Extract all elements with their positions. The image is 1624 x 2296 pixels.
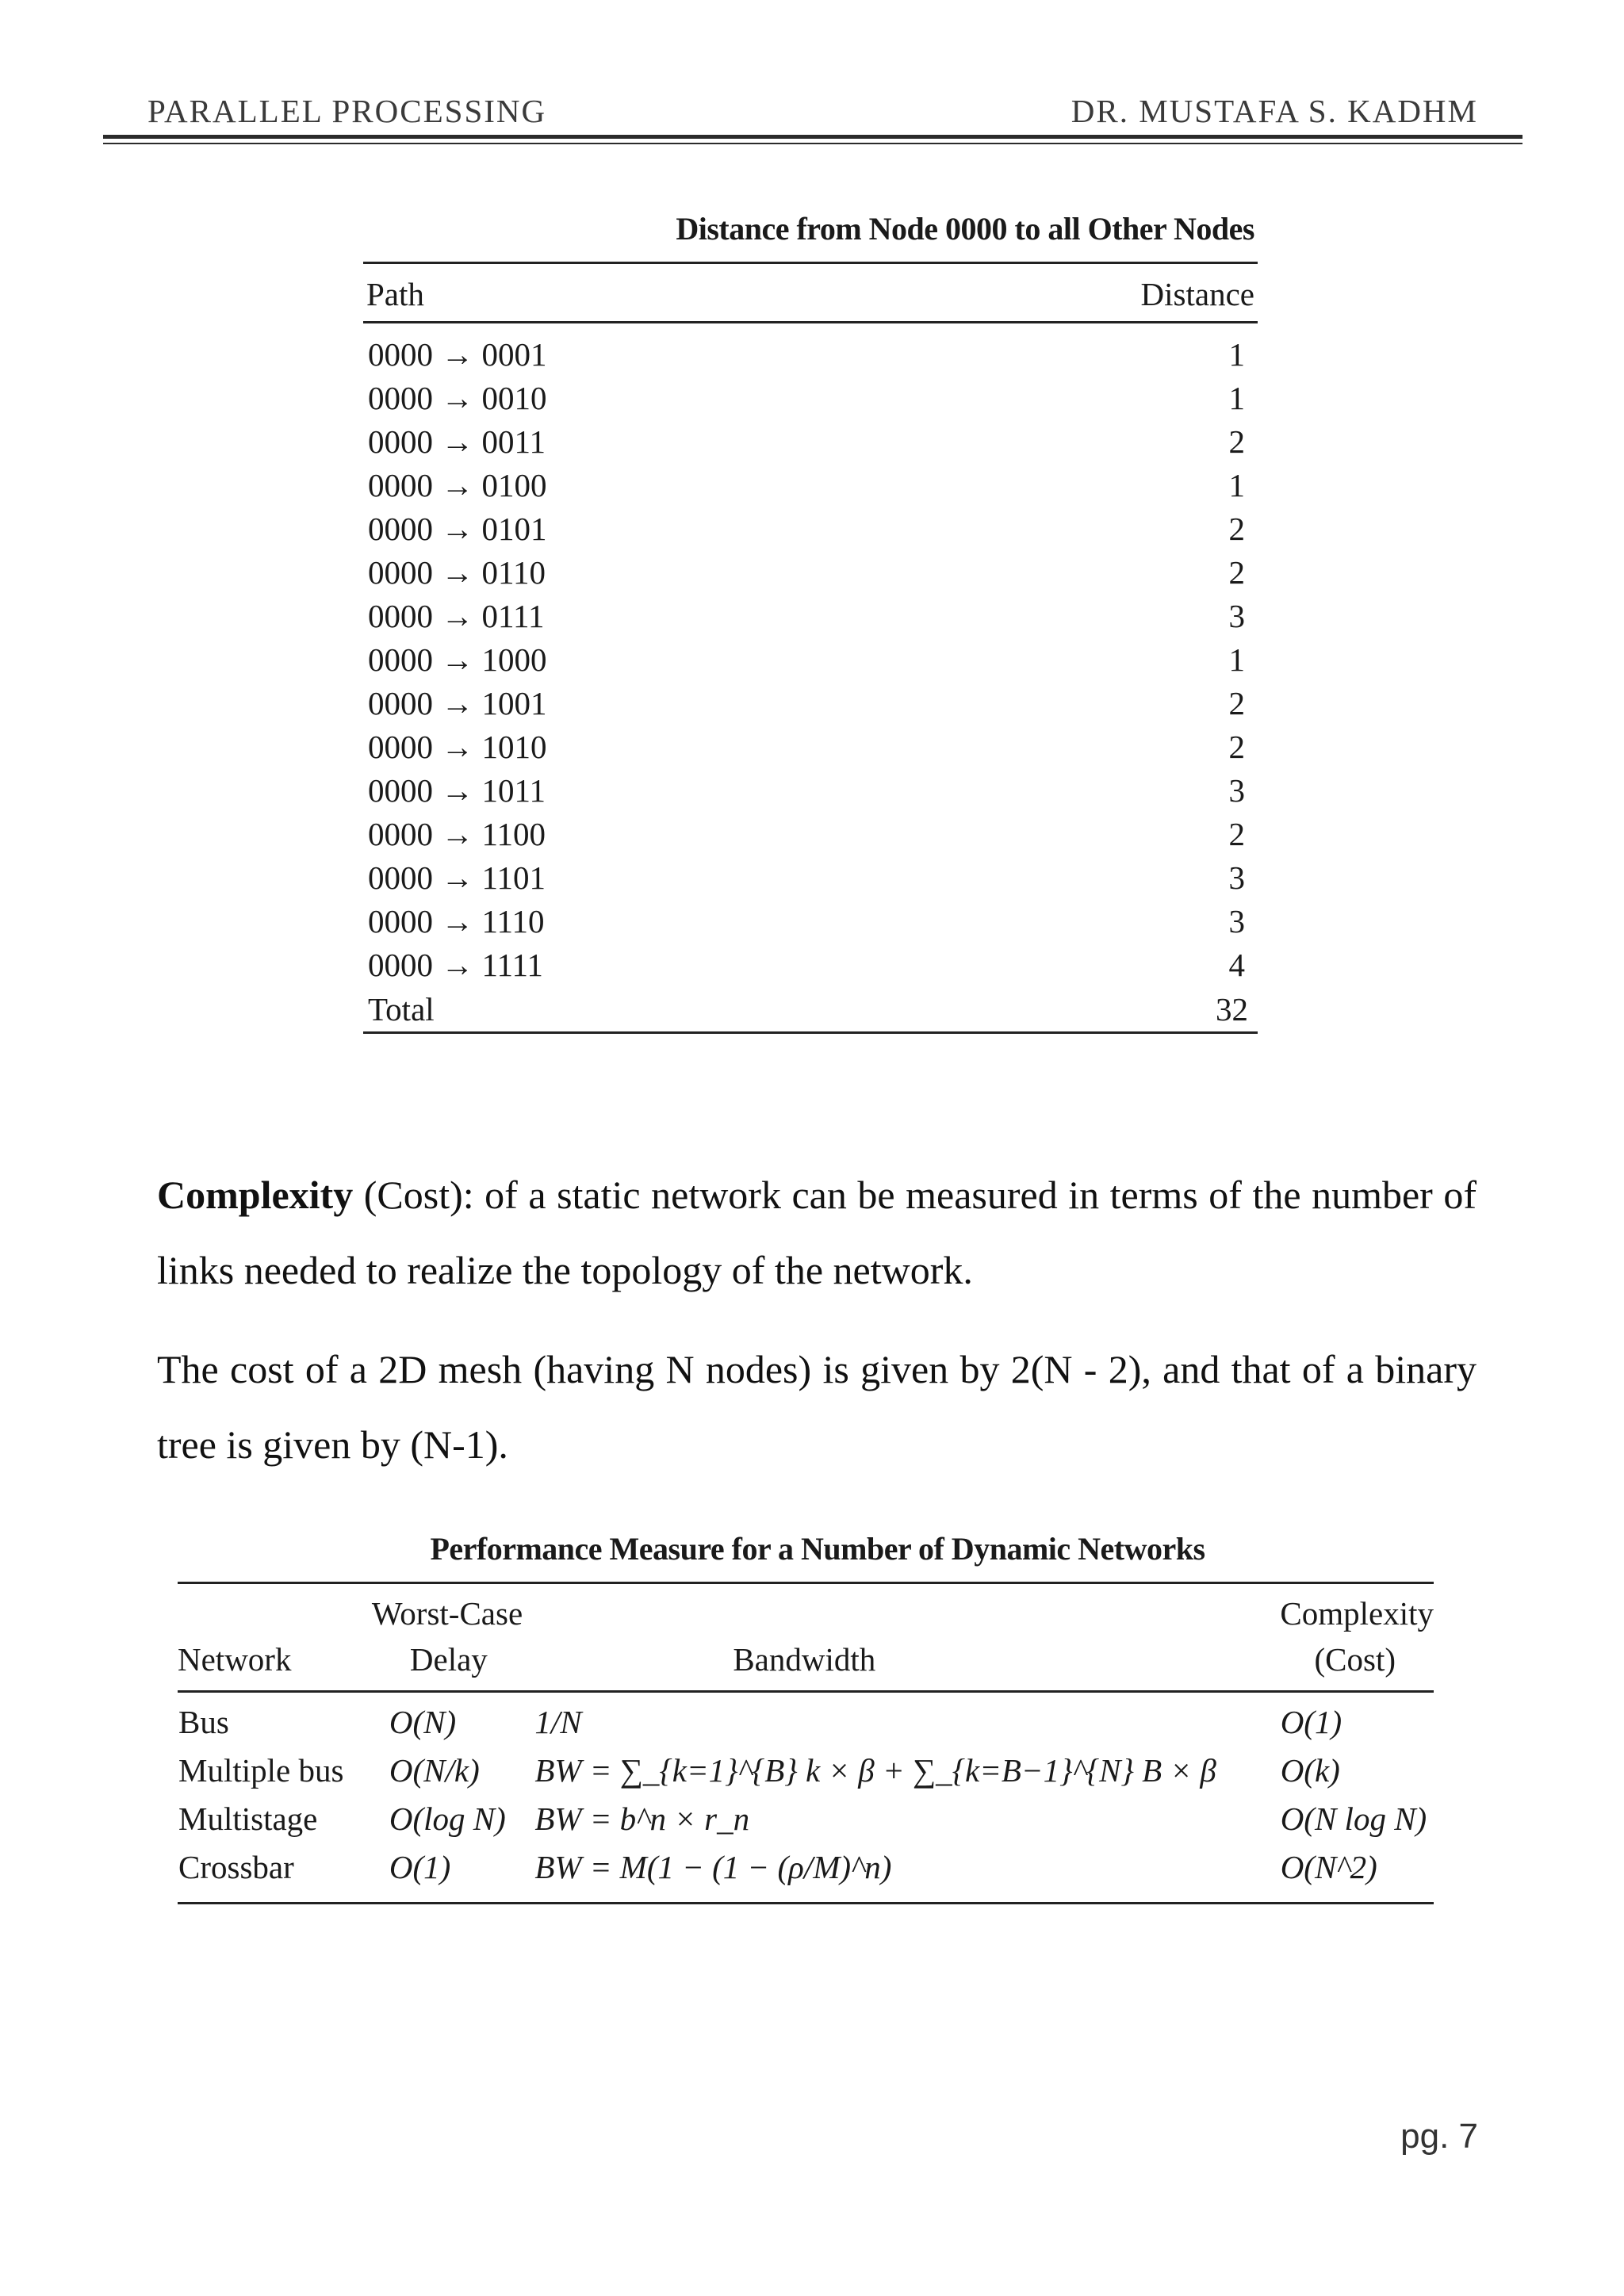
column-header-cost: Complexity (Cost) bbox=[1241, 1583, 1434, 1692]
table-row bbox=[363, 725, 1258, 769]
path-cell: 0000 → 0100 bbox=[368, 467, 547, 503]
path-cell: 0000 → 1000 bbox=[368, 641, 547, 678]
column-header-path: Path bbox=[363, 263, 910, 323]
cost-cell: O(N^2) bbox=[1241, 1843, 1434, 1904]
table-row bbox=[363, 682, 1258, 725]
delay-cell: O(N/k) bbox=[389, 1752, 480, 1789]
header-author: DR. MUSTAFA S. KADHM bbox=[1071, 93, 1478, 129]
table-row bbox=[363, 551, 1258, 595]
cost-cell: O(N log N) bbox=[1280, 1800, 1427, 1837]
distance-cell: 1 bbox=[1228, 380, 1245, 416]
path-cell: 0000 → 1101 bbox=[368, 859, 546, 896]
distance-cell: 1 bbox=[1228, 336, 1245, 373]
distance-cell: 2 bbox=[1228, 423, 1245, 460]
cost-paragraph: The cost of a 2D mesh (having N nodes) is given by 2(N - 2), and that of a binary tree is given by (N-1). bbox=[157, 1347, 1477, 1467]
table-row bbox=[363, 420, 1258, 464]
complexity-term: Complexity bbox=[157, 1173, 354, 1217]
column-header-network: Network bbox=[178, 1583, 364, 1692]
dynamic-networks-grid bbox=[178, 1582, 1434, 1904]
table-row bbox=[363, 900, 1258, 943]
column-header-bandwidth: Bandwidth bbox=[534, 1583, 1240, 1692]
column-header-distance: Distance bbox=[910, 263, 1258, 323]
table-row bbox=[363, 323, 1258, 377]
path-cell: 0000 → 1010 bbox=[368, 729, 547, 765]
network-cell: Multistage bbox=[178, 1800, 318, 1837]
complexity-definition: (Cost): of a static network can be measured in terms of the number of links needed to realize the topology of the network. bbox=[157, 1173, 1477, 1292]
table-row bbox=[363, 856, 1258, 900]
delay-cell: O(N) bbox=[389, 1704, 457, 1740]
cost-cell: O(k) bbox=[1280, 1752, 1340, 1789]
distance-table-body bbox=[363, 323, 1258, 988]
table-row bbox=[363, 813, 1258, 856]
table-row bbox=[363, 638, 1258, 682]
table-row bbox=[178, 1843, 1434, 1904]
dynamic-networks-body bbox=[178, 1692, 1434, 1904]
header-course-title: PARALLEL PROCESSING bbox=[147, 93, 547, 129]
distance-cell: 1 bbox=[1228, 641, 1245, 678]
distance-cell: 2 bbox=[1228, 729, 1245, 765]
distance-cell: 3 bbox=[1228, 772, 1245, 809]
distance-cell: 1 bbox=[1228, 467, 1245, 503]
path-cell: 0000 → 0011 bbox=[368, 423, 546, 460]
cost-cell: O(1) bbox=[1280, 1704, 1342, 1740]
column-header-delay: Worst-Case Delay bbox=[364, 1583, 534, 1692]
path-cell: 0000 → 1100 bbox=[368, 816, 546, 852]
path-cell: 0000 → 0110 bbox=[368, 554, 546, 591]
dynamic-networks-table bbox=[178, 1530, 1434, 1904]
header-divider bbox=[103, 143, 1522, 144]
path-cell: 0000 → 0010 bbox=[368, 380, 547, 416]
table-row bbox=[178, 1747, 1434, 1795]
table-row bbox=[178, 1795, 1434, 1843]
table-row bbox=[363, 769, 1258, 813]
delay-cell: O(log N) bbox=[389, 1800, 506, 1837]
distance-cell: 2 bbox=[1228, 816, 1245, 852]
table-row bbox=[178, 1692, 1434, 1747]
network-cell: Multiple bus bbox=[178, 1752, 344, 1789]
distance-cell: 2 bbox=[1228, 685, 1245, 721]
distance-cell: 2 bbox=[1228, 511, 1245, 547]
path-cell: 0000 → 1011 bbox=[368, 772, 546, 809]
path-cell: 0000 → 1110 bbox=[368, 903, 545, 939]
path-cell: 0000 → 1111 bbox=[368, 947, 543, 983]
page-number: pg. 7 bbox=[1400, 2117, 1478, 2156]
network-cell: Crossbar bbox=[178, 1843, 364, 1904]
table-row bbox=[363, 464, 1258, 507]
bandwidth-cell: BW = ∑_{k=1}^{B} k × β + ∑_{k=B−1}^{N} B × β bbox=[534, 1752, 1216, 1789]
table-row bbox=[363, 377, 1258, 420]
table-row bbox=[363, 943, 1258, 987]
distance-cell: 4 bbox=[1228, 947, 1245, 983]
distance-cell: 3 bbox=[1228, 859, 1245, 896]
distance-table-caption: Distance from Node 0000 to all Other Nodes bbox=[676, 211, 1254, 247]
total-label: Total bbox=[363, 987, 910, 1033]
path-cell: 0000 → 0111 bbox=[368, 598, 545, 634]
total-value: 32 bbox=[910, 987, 1258, 1033]
network-cell: Bus bbox=[178, 1704, 229, 1740]
path-cell: 0000 → 1001 bbox=[368, 685, 547, 721]
table-row bbox=[363, 595, 1258, 638]
distance-cell: 3 bbox=[1228, 903, 1245, 939]
bandwidth-cell: BW = b^n × r_n bbox=[534, 1800, 750, 1837]
table-row bbox=[363, 507, 1258, 551]
delay-cell: O(1) bbox=[364, 1843, 534, 1904]
table-total-row bbox=[363, 987, 1258, 1033]
path-cell: 0000 → 0001 bbox=[368, 336, 547, 373]
path-cell: 0000 → 0101 bbox=[368, 511, 547, 547]
bandwidth-cell: BW = M(1 − (1 − (ρ/M)^n) bbox=[534, 1843, 1240, 1904]
bandwidth-cell: 1/N bbox=[534, 1704, 582, 1740]
distance-table-grid bbox=[363, 262, 1258, 1034]
complexity-paragraph bbox=[157, 1158, 1477, 1308]
page-header bbox=[103, 94, 1522, 139]
distance-cell: 2 bbox=[1228, 554, 1245, 591]
dynamic-networks-caption: Performance Measure for a Number of Dynamic Networks bbox=[430, 1531, 1205, 1567]
distance-table bbox=[363, 210, 1258, 1034]
distance-cell: 3 bbox=[1228, 598, 1245, 634]
